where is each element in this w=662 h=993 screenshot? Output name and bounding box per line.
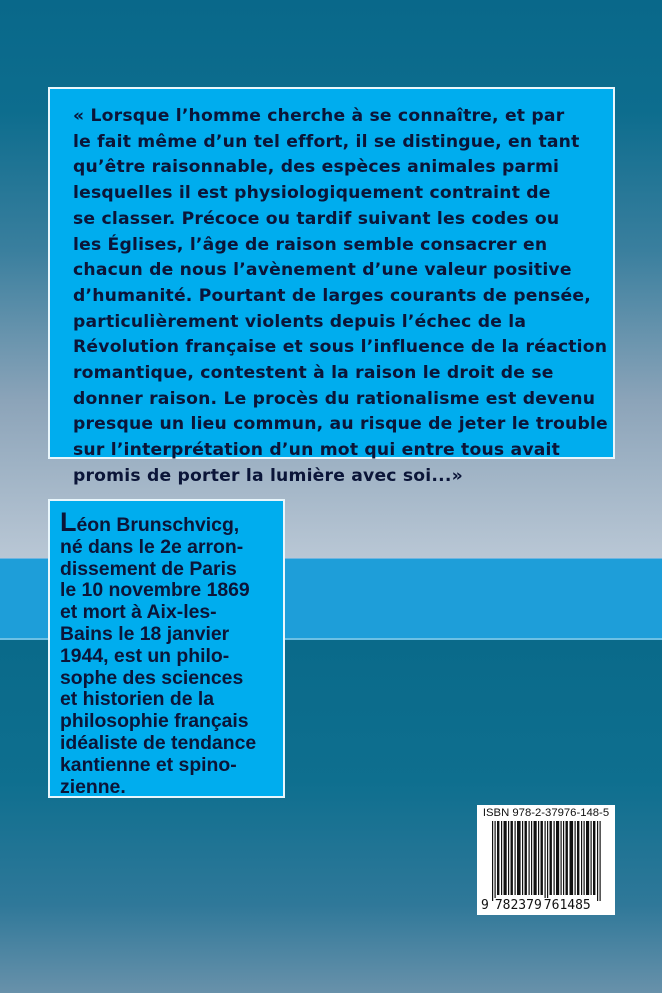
isbn-label: ISBN 978-2-37976-148-5: [482, 807, 610, 819]
isbn-digits-group-2: 761485: [543, 898, 591, 913]
bio-first-line: [60, 507, 283, 537]
quote-line: « Lorsque l’homme cherche à se connaître, et par: [73, 106, 565, 126]
isbn-barcode-block: [477, 805, 615, 915]
isbn-lead-digit: 9: [481, 898, 489, 913]
bio-line: et historien de la: [60, 688, 215, 711]
isbn-digits: [481, 899, 611, 913]
quote-line: se classer. Précoce ou tardif suivant les codes ou: [73, 208, 560, 229]
bio-line: kantienne et spino-: [60, 753, 237, 776]
bio-line: dissement de Paris: [60, 557, 237, 580]
quote-line: d’humanité. Pourtant de larges courants de pensée,: [73, 285, 591, 306]
quote-line: chacun de nous l’avènement d’une valeur positive: [73, 260, 572, 281]
quote-line: donner raison. Le procès du rationalisme est devenu: [73, 388, 596, 409]
quote-line: le fait même d’un tel effort, il se distingue, en tant: [73, 131, 580, 152]
quote-line: presque un lieu commun, au risque de jeter le trouble: [73, 414, 608, 435]
quote-line: sur l’interprétation d’un mot qui entre tous avait: [73, 440, 561, 461]
bio-first-line-text: éon Brunschvicg,: [76, 514, 240, 536]
bio-line: philosophie français: [60, 710, 249, 733]
bio-dropcap: L: [60, 507, 77, 537]
quote-line: les Églises, l’âge de raison semble consacrer en: [73, 234, 548, 255]
quote-line: lesquelles il est physiologiquement contraint de: [73, 183, 551, 204]
bio-line: zienne.: [60, 775, 126, 798]
bio-line: Bains le 18 janvier: [60, 622, 230, 645]
barcode-icon: [490, 821, 602, 901]
author-bio-box: [48, 499, 285, 798]
isbn-digits-group-1: 782379: [494, 898, 542, 913]
bio-line: né dans le 2e arron-: [60, 535, 244, 558]
bio-line: 1944, est un philo-: [60, 644, 230, 667]
bio-line: idéaliste de tendance: [60, 731, 257, 754]
quote-line: particulièrement violents depuis l’échec de la: [73, 311, 527, 332]
bio-line: sophe des sciences: [60, 666, 244, 689]
quote-line: qu’être raisonnable, des espèces animales parmi: [73, 157, 560, 178]
quote-line: promis de porter la lumière avec soi...»: [73, 465, 463, 486]
bio-line: le 10 novembre 1869: [60, 579, 250, 602]
quote-box: [48, 87, 615, 486]
bio-line: et mort à Aix-les-: [60, 601, 217, 624]
quote-line: Révolution française et sous l’influence de la réaction: [73, 337, 608, 358]
quote-line: romantique, contestent à la raison le droit de se: [73, 363, 554, 384]
